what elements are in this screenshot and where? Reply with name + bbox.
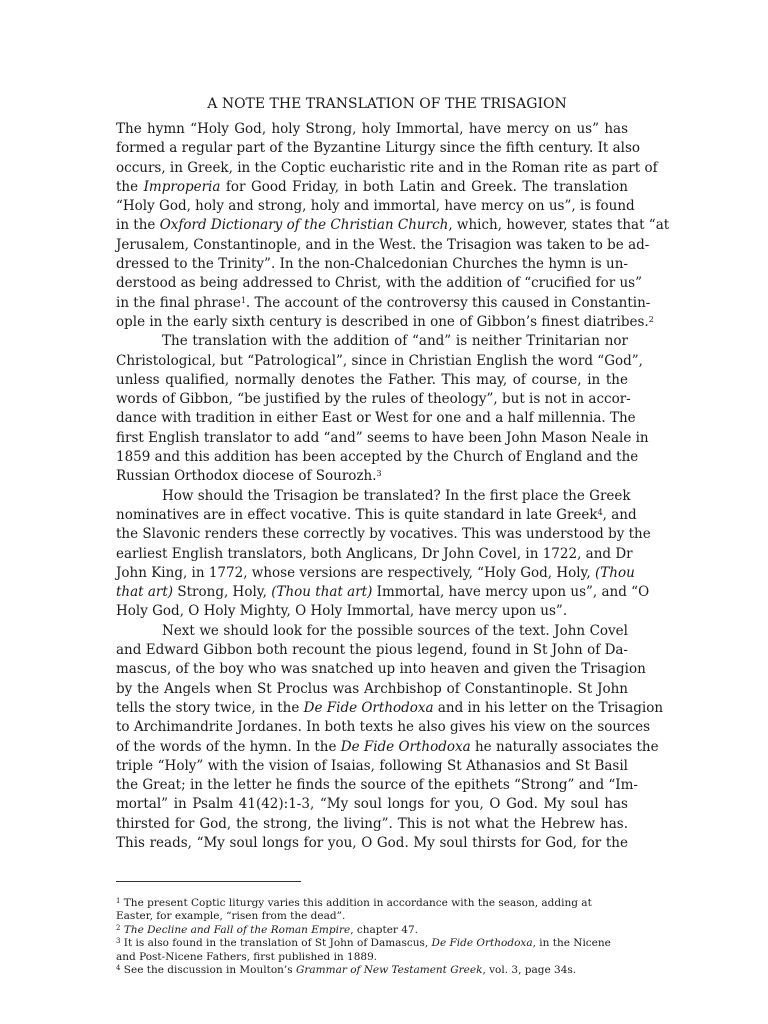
text-line bbox=[116, 216, 670, 235]
footnote-line bbox=[116, 937, 636, 950]
text-line bbox=[116, 680, 628, 699]
text-line bbox=[116, 467, 628, 486]
footnote-line bbox=[116, 897, 636, 910]
text-run: for Good Friday, in both Latin and Greek. The translation bbox=[220, 178, 628, 195]
text-line bbox=[116, 776, 638, 795]
text-run: the bbox=[116, 178, 144, 195]
text-line bbox=[116, 487, 631, 506]
text-run: the Slavonic renders these correctly by vocatives. This was understood by the bbox=[116, 526, 651, 543]
text-run: triple “Holy” with the vision of Isaias, following St Athanasios and St Basil bbox=[116, 757, 628, 774]
text-run: , in the Nicene bbox=[532, 937, 611, 950]
text-run: Easter, for example, “risen from the dead”. bbox=[116, 910, 346, 923]
text-run: This reads, “My soul longs for you, O God. My soul thirsts for God, for the bbox=[116, 834, 628, 851]
text-line bbox=[116, 525, 651, 544]
text-line bbox=[116, 795, 628, 814]
italic-text: De Fide Orthodoxa bbox=[431, 937, 533, 950]
document-body bbox=[116, 120, 670, 853]
text-line bbox=[116, 274, 643, 293]
footnote-marker: 2 bbox=[648, 314, 654, 324]
text-run: mortal” in Psalm 41(42):1-3, “My soul longs for you, O God. My soul has bbox=[116, 796, 628, 813]
text-run: Holy God, O Holy Mighty, O Holy Immortal, have mercy upon us”. bbox=[116, 603, 568, 620]
text-run: Immortal, have mercy upon us”, and “O bbox=[372, 584, 650, 601]
text-run: The hymn “Holy God, holy Strong, holy Immortal, have mercy on us” has bbox=[116, 121, 628, 137]
text-run: Christological, but “Patrological”, since in Christian English the word “God”, bbox=[116, 352, 643, 369]
footnotes-section bbox=[116, 897, 636, 977]
text-run: Jerusalem, Constantinople, and in the West. the Trisagion was taken to be ad- bbox=[116, 236, 650, 253]
text-run: . The account of the controversy this caused in Constantin- bbox=[245, 294, 651, 311]
document-page bbox=[116, 96, 670, 853]
text-line bbox=[116, 294, 651, 313]
text-line bbox=[116, 738, 659, 757]
text-run: and in his letter on the Trisagion bbox=[433, 699, 664, 716]
footnote-line bbox=[116, 924, 636, 937]
italic-text: (Thou that art) bbox=[271, 584, 373, 601]
text-run: derstood as being addressed to Christ, with the addition of “crucified for us” bbox=[116, 275, 643, 292]
text-run: Strong, Holy, bbox=[173, 584, 272, 601]
text-run: and Post-Nicene Fathers, first published in 1889. bbox=[116, 950, 378, 963]
text-run: of the words of the hymn. In the bbox=[116, 738, 341, 755]
text-run: , which, however, states that “at bbox=[448, 217, 670, 234]
text-line bbox=[116, 313, 654, 332]
text-line bbox=[116, 159, 658, 178]
text-run: and Edward Gibbon both recount the pious legend, found in St John of Da- bbox=[116, 642, 628, 659]
text-run: dance with tradition in either East or West for one and a half millennia. The bbox=[116, 410, 636, 427]
text-line bbox=[116, 718, 651, 737]
text-run: 1859 and this addition has been accepted by the Church of England and the bbox=[116, 449, 639, 466]
text-run: , and bbox=[602, 506, 637, 523]
text-line bbox=[116, 815, 628, 834]
text-run: ople in the early sixth century is described in one of Gibbon’s finest diatribes. bbox=[116, 313, 649, 330]
text-run: occurs, in Greek, in the Coptic eucharistic rite and in the Roman rite as part of bbox=[116, 159, 658, 176]
text-run: first English translator to add “and” seems to have been John Mason Neale in bbox=[116, 429, 649, 446]
footnote-line bbox=[116, 910, 636, 923]
text-line bbox=[116, 641, 628, 660]
footnote-marker: 4 bbox=[597, 507, 603, 517]
text-run: he naturally associates the bbox=[470, 738, 659, 755]
footnote-line bbox=[116, 964, 636, 977]
italic-text: Oxford Dictionary of the Christian Church bbox=[159, 217, 449, 234]
footnote-line bbox=[116, 951, 636, 964]
text-line bbox=[116, 545, 633, 564]
italic-text: Grammar of New Testament Greek bbox=[296, 964, 483, 977]
text-line bbox=[116, 390, 631, 409]
footnote-marker: 2 bbox=[116, 923, 121, 932]
text-line bbox=[116, 602, 628, 621]
text-line bbox=[116, 448, 639, 467]
text-run: unless qualified, normally denotes the Father. This may, of course, in the bbox=[116, 371, 628, 388]
italic-text: The Decline and Fall of the Roman Empire bbox=[123, 923, 351, 936]
text-run: tells the story twice, in the bbox=[116, 699, 304, 716]
text-line bbox=[116, 660, 646, 679]
footnote-marker: 1 bbox=[116, 897, 121, 905]
text-line bbox=[116, 834, 628, 853]
text-run: How should the Trisagion be translated? In the first place the Greek bbox=[162, 487, 631, 504]
text-run: Next we should look for the possible sources of the text. John Covel bbox=[162, 622, 628, 639]
italic-text: Improperia bbox=[143, 178, 221, 195]
text-run: to Archimandrite Jordanes. In both texts he also gives his view on the sources bbox=[116, 719, 651, 736]
text-run: See the discussion in Moulton’s bbox=[120, 964, 296, 977]
italic-text: (Thou bbox=[594, 564, 635, 581]
text-run: , vol. 3, page 34s. bbox=[482, 964, 577, 977]
text-run: It is also found in the translation of St John of Damascus, bbox=[120, 937, 432, 950]
text-run: dressed to the Trinity”. In the non-Chalcedonian Churches the hymn is un- bbox=[116, 256, 628, 273]
text-line bbox=[116, 197, 635, 216]
footnote-marker: 4 bbox=[116, 964, 121, 973]
text-line bbox=[116, 622, 628, 641]
text-run: the Great; in the letter he finds the source of the epithets “Strong” and “Im- bbox=[116, 777, 638, 794]
text-line bbox=[116, 255, 628, 274]
text-line bbox=[116, 757, 628, 776]
text-line bbox=[116, 371, 628, 390]
italic-text: De Fide Orthodoxa bbox=[303, 699, 434, 716]
text-run: in the final phrase bbox=[116, 294, 241, 311]
text-run: earliest English translators, both Anglicans, Dr John Covel, in 1722, and Dr bbox=[116, 545, 633, 562]
text-line bbox=[116, 409, 636, 428]
text-run: , chapter 47. bbox=[350, 923, 418, 936]
text-run: The present Coptic liturgy varies this addition in accordance with the season, adding at bbox=[120, 897, 592, 909]
footnote-marker: 1 bbox=[240, 295, 246, 305]
text-line bbox=[116, 506, 637, 525]
text-line bbox=[116, 699, 664, 718]
text-run: formed a regular part of the Byzantine Liturgy since the fifth century. It also bbox=[116, 140, 641, 157]
text-run: words of Gibbon, “be justified by the rules of theology”, but is not in accor- bbox=[116, 391, 631, 408]
document-title: A NOTE THE TRANSLATION OF THE TRISAGION bbox=[207, 96, 567, 112]
italic-text: that art) bbox=[116, 584, 174, 601]
text-run: John King, in 1772, whose versions are respectively, “Holy God, Holy, bbox=[116, 564, 595, 581]
text-line bbox=[116, 583, 650, 602]
text-run: The translation with the addition of “and” is neither Trinitarian nor bbox=[162, 333, 628, 350]
text-run: nominatives are in effect vocative. This is quite standard in late Greek bbox=[116, 506, 598, 523]
footnote-separator bbox=[116, 881, 301, 882]
text-line bbox=[116, 429, 649, 448]
text-line bbox=[116, 178, 628, 197]
footnote-marker: 3 bbox=[116, 937, 121, 946]
text-line bbox=[116, 332, 628, 351]
text-line bbox=[116, 564, 635, 583]
text-run: by the Angels when St Proclus was Archbishop of Constantinople. St John bbox=[116, 680, 628, 697]
text-line bbox=[116, 120, 628, 139]
italic-text: De Fide Orthodoxa bbox=[340, 738, 471, 755]
text-run: thirsted for God, the strong, the living”. This is not what the Hebrew has. bbox=[116, 815, 628, 832]
text-line bbox=[116, 236, 650, 255]
text-line bbox=[116, 139, 641, 158]
text-run: “Holy God, holy and strong, holy and immortal, have mercy on us”, is found bbox=[116, 198, 635, 215]
footnote-marker: 3 bbox=[376, 469, 382, 479]
text-run: mascus, of the boy who was snatched up into heaven and given the Trisagion bbox=[116, 661, 646, 678]
text-line bbox=[116, 352, 643, 371]
text-run: Russian Orthodox diocese of Sourozh. bbox=[116, 468, 377, 485]
text-run: in the bbox=[116, 217, 160, 234]
